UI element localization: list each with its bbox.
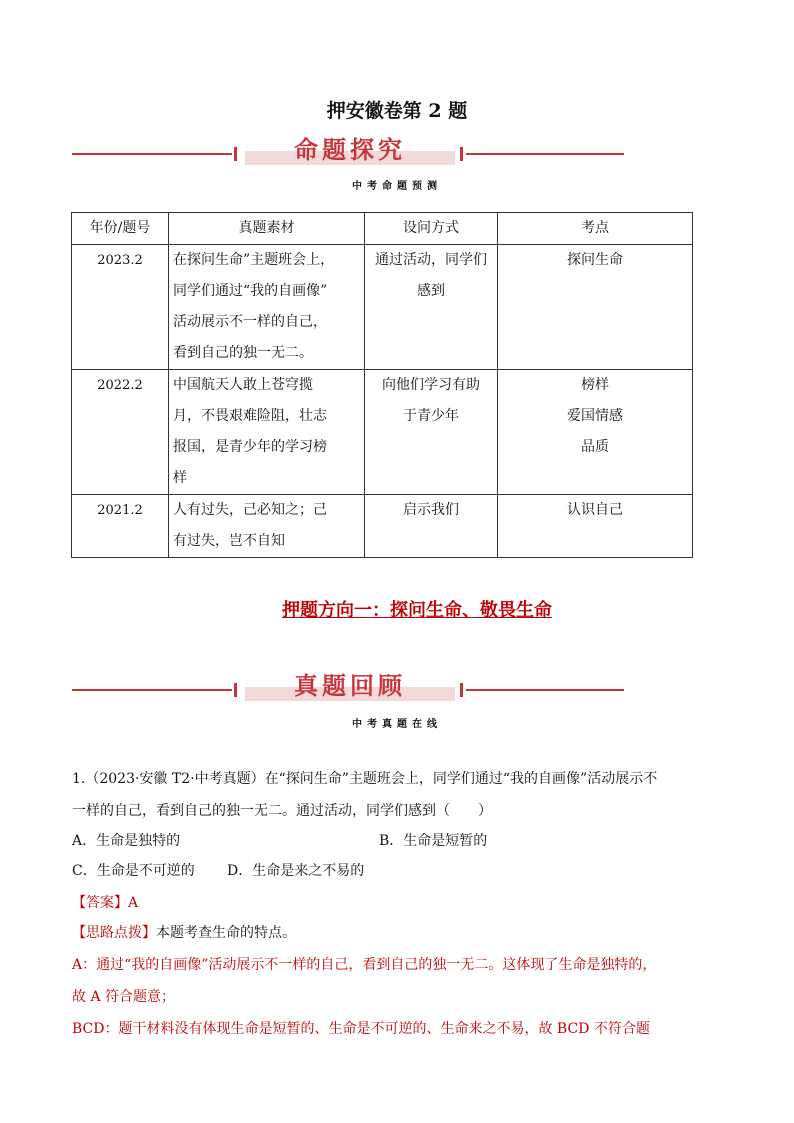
table-header-row [72, 213, 693, 245]
table-row [72, 495, 693, 558]
material-line: 同学们通过“我的自画像” [173, 283, 328, 299]
option-d: D．生命是来之不易的 [227, 863, 365, 879]
option-c: C．生命是不可逆的 [72, 863, 195, 879]
method-line: 向他们学习有助 [382, 377, 480, 393]
banner-tick-right [460, 147, 463, 161]
point-line: 爱国情感 [567, 408, 623, 424]
material-line: 活动展示不一样的自己， [173, 314, 327, 330]
banner-divider-left [72, 689, 232, 691]
cell-material [169, 370, 365, 495]
material-line: 中国航天人敢上苍穹揽 [173, 377, 313, 393]
method-line: 通过活动，同学们 [375, 252, 487, 268]
banner-divider-right [466, 153, 624, 155]
point-line: 认识自己 [567, 502, 623, 518]
cell-method [365, 245, 498, 370]
document-title: 押安徽卷第 2 题 [326, 100, 468, 122]
material-line: 月，不畏艰难险阻，壮志 [173, 408, 327, 424]
explanation-a: A：通过“我的自画像”活动展示不一样的自己，看到自己的独一无二。这体现了生命是独特的， [72, 957, 657, 973]
explanation-bcd: BCD：题干材料没有体现生命是短暂的、生命是不可逆的、生命来之不易，故 BCD 不符合题 [72, 1021, 650, 1037]
option-b: B．生命是短暂的 [379, 833, 488, 849]
section-banner-review [0, 670, 794, 710]
question-stem: 一样的自己，看到自己的独一无二。通过活动，同学们感到（ ） [72, 803, 492, 819]
cell-material [169, 495, 365, 558]
banner-divider-left [72, 153, 232, 155]
prediction-direction-heading: 押题方向一：探问生命、敬畏生命 [282, 600, 552, 621]
method-line: 启示我们 [403, 502, 459, 518]
material-line: 人有过失，己必知之；己 [173, 502, 327, 518]
section-heading: 真题回顾 [294, 672, 406, 700]
point-line: 品质 [581, 439, 609, 455]
cell-method [365, 370, 498, 495]
cell-year: 2021.2 [72, 495, 169, 558]
explanation-a: 故 A 符合题意； [72, 989, 176, 1005]
banner-tick-left [234, 147, 237, 161]
cell-point [498, 495, 693, 558]
analysis-label: 【思路点拨】 [72, 925, 156, 941]
section-heading: 命题探究 [294, 136, 406, 164]
cell-year: 2022.2 [72, 370, 169, 495]
cell-year: 2023.2 [72, 245, 169, 370]
option-a: A．生命是独特的 [72, 833, 181, 849]
material-line: 看到自己的独一无二。 [173, 345, 313, 361]
banner-tick-right [460, 683, 463, 697]
cell-point [498, 370, 693, 495]
point-line: 榜样 [581, 377, 609, 393]
banner-tick-left [234, 683, 237, 697]
analysis-line [72, 918, 296, 948]
banner-divider-right [466, 689, 624, 691]
table-row [72, 370, 693, 495]
material-line: 在探问生命”主题班会上， [173, 252, 335, 268]
material-line: 有过失，岂不自知 [173, 533, 285, 549]
material-line: 报国，是青少年的学习榜 [173, 439, 327, 455]
exam-topic-table [71, 212, 693, 558]
table-row [72, 245, 693, 370]
column-header-method: 设问方式 [365, 213, 498, 245]
section-subcaption: 中考命题预测 [352, 181, 442, 192]
analysis-text: 本题考查生命的特点。 [156, 925, 296, 941]
material-line: 样 [173, 470, 187, 486]
column-header-point: 考点 [498, 213, 693, 245]
column-header-material: 真题素材 [169, 213, 365, 245]
method-line: 于青少年 [403, 408, 459, 424]
question-stem: 1.（2023·安徽 T2·中考真题）在“探问生命”主题班会上，同学们通过“我的自画像”活动展示不 [72, 771, 658, 787]
point-line: 探问生命 [567, 252, 623, 268]
column-header-year: 年份/题号 [72, 213, 169, 245]
section-subcaption: 中考真题在线 [352, 719, 442, 730]
cell-method [365, 495, 498, 558]
cell-point [498, 245, 693, 370]
cell-material [169, 245, 365, 370]
method-line: 感到 [417, 283, 445, 299]
section-banner-exploration [0, 134, 794, 174]
answer-label: 【答案】A [72, 895, 139, 911]
